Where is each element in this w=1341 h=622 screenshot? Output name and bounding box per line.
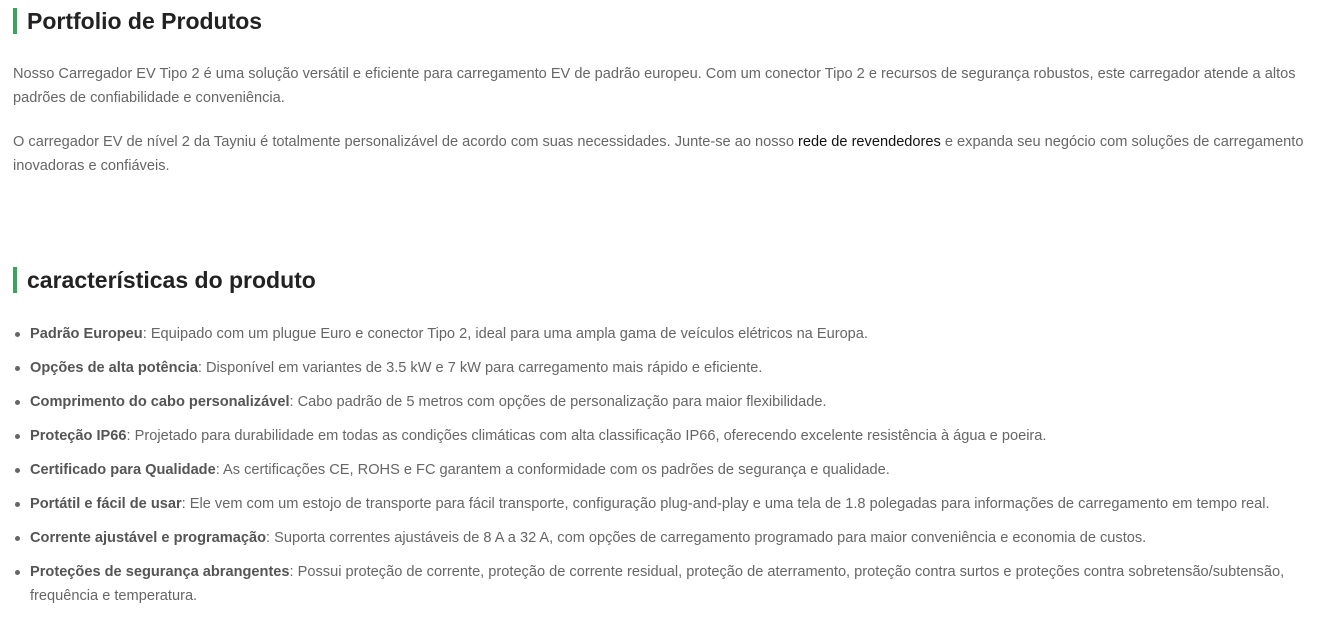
feature-label: Corrente ajustável e programação xyxy=(30,530,267,546)
feature-item xyxy=(13,390,1331,414)
features-heading: características do produto xyxy=(13,267,316,293)
feature-description: : Projetado para durabilidade em todas as condições climáticas com alta classificação IP66, oferecendo excelente resistência à água e poeira. xyxy=(126,428,1047,444)
feature-item xyxy=(13,356,1331,380)
feature-label: Comprimento do cabo personalizável xyxy=(30,394,290,410)
bullet-icon xyxy=(15,366,20,371)
reseller-network-link[interactable]: rede de revendedores xyxy=(798,134,941,150)
feature-item xyxy=(13,322,1331,346)
feature-item xyxy=(13,560,1331,608)
feature-description: : Suporta correntes ajustáveis de 8 A a 32 A, com opções de carregamento programado para maior conveniência e economia de custos. xyxy=(266,530,1147,546)
feature-item xyxy=(13,526,1331,550)
bullet-icon xyxy=(15,502,20,507)
paragraph-text-after-link: e expanda seu negócio com soluções de carregamento inovadoras e confiáveis. xyxy=(13,134,1304,174)
portfolio-customization-paragraph xyxy=(13,130,1331,178)
features-list xyxy=(13,322,1331,618)
feature-description: : Disponível em variantes de 3.5 kW e 7 kW para carregamento mais rápido e eficiente. xyxy=(197,360,763,376)
feature-description: : As certificações CE, ROHS e FC garantem a conformidade com os padrões de segurança e qualidade. xyxy=(215,462,890,478)
bullet-icon xyxy=(15,570,20,575)
bullet-icon xyxy=(15,536,20,541)
feature-item xyxy=(13,458,1331,482)
bullet-icon xyxy=(15,332,20,337)
portfolio-heading: Portfolio de Produtos xyxy=(13,8,262,34)
feature-label: Proteção IP66 xyxy=(30,428,127,444)
paragraph-text-before-link: O carregador EV de nível 2 da Tayniu é totalmente personalizável de acordo com suas necessidades. Junte-se ao nosso xyxy=(13,134,799,150)
feature-label: Opções de alta potência xyxy=(30,360,198,376)
feature-item xyxy=(13,492,1331,516)
feature-label: Padrão Europeu xyxy=(30,326,143,342)
feature-description: : Ele vem com um estojo de transporte para fácil transporte, configuração plug-and-play e uma tela de 1.8 polegadas para informações de carregamento em tempo real. xyxy=(181,496,1270,512)
feature-label: Portátil e fácil de usar xyxy=(30,496,182,512)
feature-description: : Cabo padrão de 5 metros com opções de personalização para maior flexibilidade. xyxy=(289,394,827,410)
feature-description: : Equipado com um plugue Euro e conector Tipo 2, ideal para uma ampla gama de veículos elétricos na Europa. xyxy=(142,326,868,342)
bullet-icon xyxy=(15,400,20,405)
feature-label: Certificado para Qualidade xyxy=(30,462,216,478)
portfolio-intro-paragraph: Nosso Carregador EV Tipo 2 é uma solução versátil e eficiente para carregamento EV de padrão europeu. Com um conector Tipo 2 e recursos de segurança robustos, este carregador atende a altos padrões de confiabilidade e conveniência. xyxy=(13,66,1296,106)
feature-item xyxy=(13,424,1331,448)
bullet-icon xyxy=(15,468,20,473)
feature-description: : Possui proteção de corrente, proteção de corrente residual, proteção de aterramento, proteção contra surtos e proteções contra sobretensão/subtensão, frequência e temperatura. xyxy=(30,564,1285,604)
feature-label: Proteções de segurança abrangentes xyxy=(30,564,290,580)
bullet-icon xyxy=(15,434,20,439)
